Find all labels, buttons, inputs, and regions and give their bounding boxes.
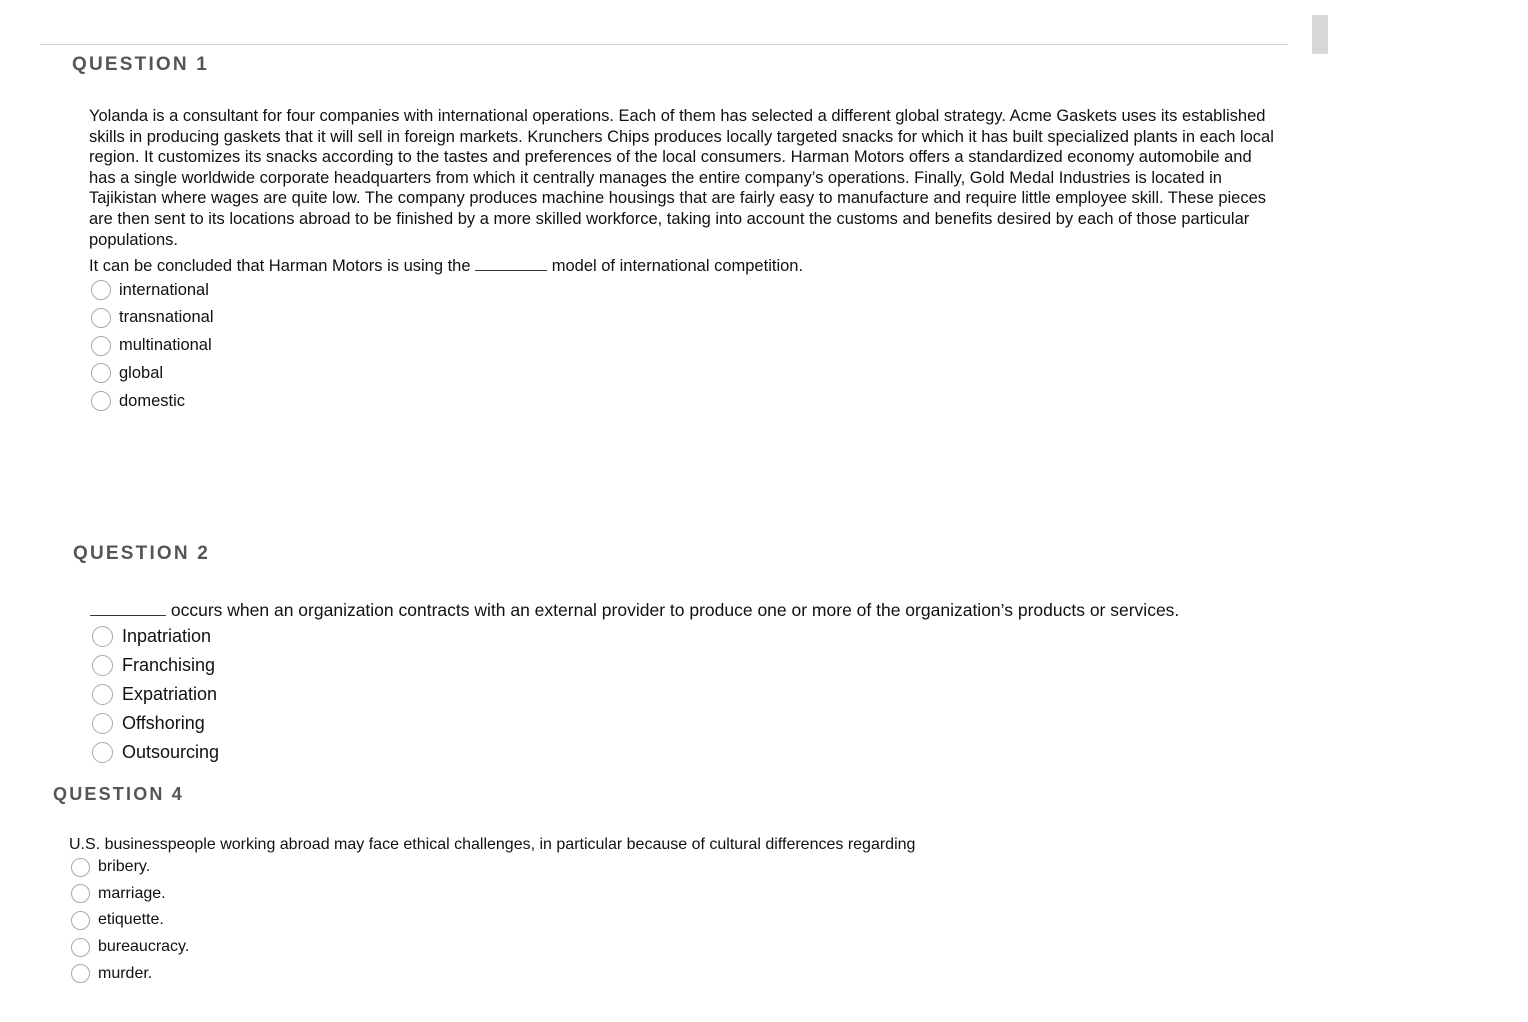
- option-etiquette[interactable]: [71, 907, 1053, 934]
- option-label: Franchising: [122, 655, 216, 675]
- radio-button[interactable]: [91, 391, 111, 411]
- option-bribery[interactable]: [71, 854, 1053, 881]
- radio-button[interactable]: [92, 684, 113, 705]
- question-4-heading: QUESTION 4: [53, 784, 185, 804]
- question-4-prompt: U.S. businesspeople working abroad may face ethical challenges, in particular because of cultural differences regarding: [69, 836, 916, 853]
- radio-button[interactable]: [92, 626, 113, 647]
- radio-button[interactable]: [91, 363, 111, 383]
- question-2-heading: QUESTION 2: [73, 543, 211, 564]
- question-1: [72, 54, 1282, 415]
- option-bureaucracy[interactable]: [71, 934, 1053, 961]
- question-4: [53, 784, 1053, 987]
- answer-blank: [475, 270, 547, 271]
- option-franchising[interactable]: [92, 651, 1303, 680]
- option-label: domestic: [119, 391, 186, 410]
- option-domestic[interactable]: [91, 387, 1282, 415]
- radio-button[interactable]: [92, 655, 113, 676]
- question-2: [73, 543, 1303, 767]
- question-1-prompt: [89, 257, 1282, 276]
- question-2-prompt: [90, 600, 1303, 621]
- option-global[interactable]: [91, 360, 1282, 388]
- option-label: global: [119, 363, 164, 382]
- question-2-options: [90, 622, 1303, 767]
- option-label: multinational: [119, 336, 212, 355]
- option-label: Offshoring: [122, 713, 205, 733]
- option-inpatriation[interactable]: [92, 622, 1303, 651]
- option-label: transnational: [119, 308, 214, 327]
- radio-button[interactable]: [91, 336, 111, 356]
- option-label: Inpatriation: [122, 626, 212, 646]
- option-offshoring[interactable]: [92, 709, 1303, 738]
- option-label: marriage.: [98, 884, 166, 902]
- scrollbar-thumb[interactable]: [1312, 15, 1328, 54]
- option-multinational[interactable]: [91, 332, 1282, 360]
- question-4-options: [69, 854, 1053, 987]
- option-murder[interactable]: [71, 960, 1053, 987]
- question-2-prompt-after: occurs when an organization contracts with an external provider to produce one or more of the organization’s products or services.: [170, 600, 1180, 620]
- answer-blank: [90, 615, 166, 616]
- radio-button[interactable]: [91, 280, 111, 300]
- radio-button[interactable]: [71, 884, 90, 903]
- radio-button[interactable]: [71, 858, 90, 877]
- option-international[interactable]: [91, 276, 1282, 304]
- question-1-prompt-after: model of international competition.: [551, 257, 804, 276]
- radio-button[interactable]: [71, 938, 90, 957]
- radio-button[interactable]: [71, 964, 90, 983]
- radio-button[interactable]: [92, 713, 113, 734]
- question-2-body: [90, 600, 1303, 767]
- radio-button[interactable]: [91, 308, 111, 328]
- option-expatriation[interactable]: [92, 680, 1303, 709]
- question-1-heading: QUESTION 1: [72, 54, 210, 75]
- question-1-body: [89, 106, 1282, 415]
- top-divider: [40, 44, 1288, 45]
- radio-button[interactable]: [92, 742, 113, 763]
- option-label: international: [119, 280, 209, 299]
- option-transnational[interactable]: [91, 304, 1282, 332]
- option-label: bribery.: [98, 858, 151, 876]
- option-label: murder.: [98, 964, 153, 982]
- question-1-prompt-before: It can be concluded that Harman Motors is using the: [89, 257, 471, 276]
- option-label: bureaucracy.: [98, 938, 190, 956]
- option-label: Expatriation: [122, 684, 218, 704]
- question-1-scenario: Yolanda is a consultant for four companies with international operations. Each of them has selected a different global strategy. Acme Gaskets uses its established skills in producing gaskets that it will sell in foreign markets. Krunchers Chips produces locally targeted snacks for which it has built specialized plants in each local region. It customizes its snacks according to the tastes and preferences of the local consumers. Harman Motors offers a standardized economy automobile and has a single worldwide corporate headquarters from which it centrally manages the entire company’s operations. Finally, Gold Medal Industries is located in Tajikistan where wages are quite low. The company produces machine housings that are fairly easy to manufacture and require little employee skill. These pieces are then sent to its locations abroad to be finished by a more skilled workforce, taking into account the customs and benefits desired by each of those particular populations.: [89, 107, 1274, 249]
- option-label: etiquette.: [98, 911, 164, 929]
- question-4-body: [69, 836, 1053, 987]
- option-marriage[interactable]: [71, 881, 1053, 908]
- option-label: Outsourcing: [122, 742, 220, 762]
- radio-button[interactable]: [71, 911, 90, 930]
- option-outsourcing[interactable]: [92, 738, 1303, 767]
- question-1-options: [89, 276, 1282, 415]
